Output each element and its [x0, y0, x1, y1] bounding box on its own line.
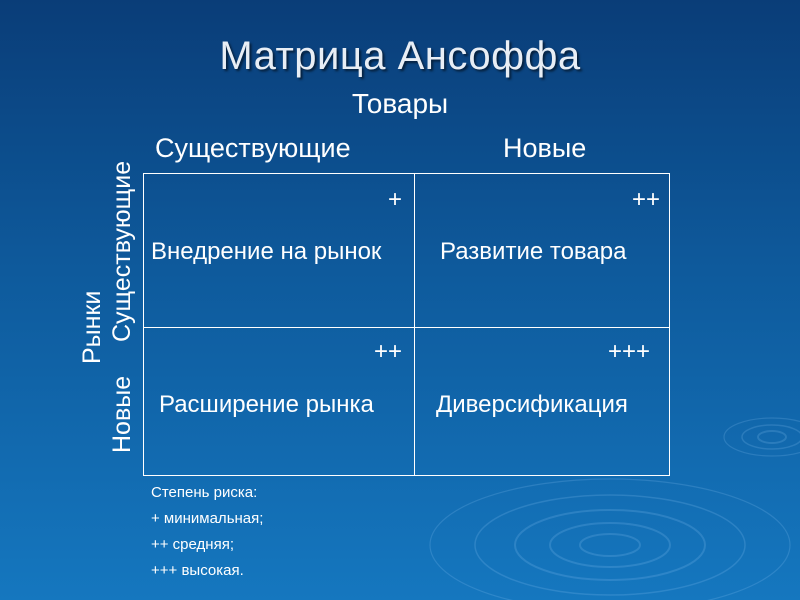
- risk-level: +: [387, 186, 402, 213]
- slide-title: Матрица Ансоффа: [219, 34, 581, 78]
- cell-market-penetration: [144, 174, 414, 327]
- column-header-existing: Существующие: [155, 133, 351, 163]
- legend-item-high: +++ высокая.: [151, 562, 244, 579]
- cell-product-development: [415, 174, 670, 327]
- ansoff-matrix: [143, 173, 670, 476]
- legend-item-low: + минимальная;: [151, 510, 264, 527]
- risk-level: ++: [373, 338, 402, 365]
- cell-market-development: [144, 328, 414, 476]
- risk-level: +++: [607, 338, 650, 365]
- cell-diversification: [415, 328, 670, 476]
- legend-heading: Степень риска:: [151, 484, 258, 501]
- strategy-name: Развитие товара: [440, 238, 627, 265]
- row-axis-label-markets: Рынки: [78, 290, 106, 364]
- slide-subtitle-goods: Товары: [351, 88, 449, 119]
- strategy-name: Расширение рынка: [159, 391, 374, 418]
- risk-legend: [151, 484, 263, 588]
- row-header-existing: Существующие: [108, 160, 136, 342]
- strategy-name: Внедрение на рынок: [151, 238, 382, 265]
- risk-level: ++: [631, 186, 660, 213]
- strategy-name: Диверсификация: [436, 391, 628, 418]
- column-header-new: Новые: [503, 133, 587, 163]
- row-header-new: Новые: [108, 375, 136, 453]
- legend-item-medium: ++ средняя;: [151, 536, 234, 553]
